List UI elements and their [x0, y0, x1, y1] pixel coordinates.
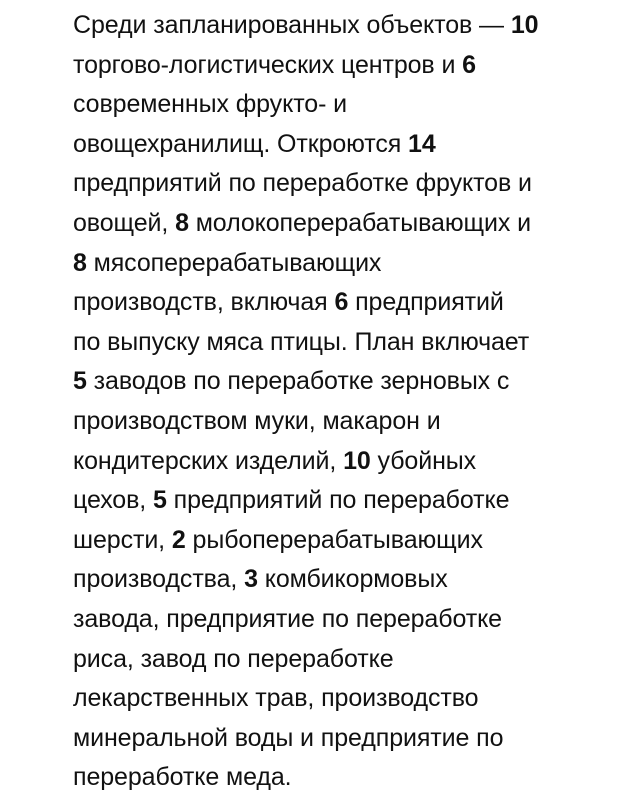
text-line — [73, 521, 614, 561]
line-text: предприятий по переработке — [166, 486, 510, 515]
line-text: производством муки, макарон и — [73, 406, 441, 435]
text-line — [73, 85, 614, 125]
line-text: современных фрукто- и — [73, 90, 348, 119]
bold-number: 10 — [510, 11, 539, 39]
line-text: лекарственных трав, производство — [73, 684, 479, 713]
line-text: по выпуску мяса птицы. План включает — [73, 327, 530, 356]
text-line — [73, 719, 614, 759]
line-text: предприятий — [348, 288, 504, 317]
text-line — [73, 560, 614, 600]
line-text: риса, завод по переработке — [73, 644, 394, 673]
bold-number: 8 — [175, 208, 189, 237]
line-text: предприятий по переработке фруктов и — [73, 169, 532, 198]
text-line — [73, 46, 614, 86]
bold-number: 6 — [462, 50, 476, 79]
line-text: цехов, — [73, 486, 153, 515]
text-line — [73, 402, 614, 442]
line-text: производства, — [73, 565, 245, 594]
text-line — [73, 758, 614, 798]
text-line — [73, 481, 614, 521]
line-text: комбикормовых — [257, 565, 448, 594]
text-line — [73, 640, 614, 680]
line-text: мясоперерабатывающих — [86, 248, 382, 277]
bold-number: 3 — [244, 565, 258, 594]
line-text: молокоперерабатывающих и — [188, 208, 531, 237]
bold-number: 14 — [408, 129, 436, 158]
bold-number: 5 — [73, 367, 87, 396]
line-text: рыбоперерабатывающих — [185, 525, 483, 554]
bold-number: 8 — [73, 248, 87, 277]
line-text: шерсти, — [73, 525, 172, 554]
line-text: переработке меда. — [73, 763, 292, 792]
line-text: минеральной воды и предприятие по — [73, 723, 504, 752]
line-text: кондитерских изделий, — [73, 446, 344, 475]
bold-number: 5 — [153, 486, 167, 515]
line-text: овощей, — [73, 208, 176, 237]
paragraph — [73, 6, 614, 798]
text-line — [73, 204, 614, 244]
text-line — [73, 679, 614, 719]
line-text: торгово-логистических центров и — [73, 50, 463, 79]
line-text: производств, включая — [73, 288, 335, 317]
text-line — [73, 125, 614, 165]
bold-number: 10 — [343, 446, 371, 475]
bold-number: 2 — [171, 525, 186, 554]
text-line — [73, 323, 614, 363]
text-line — [73, 362, 614, 402]
line-text: завода, предприятие по переработке — [73, 604, 502, 633]
line-text: овощехранилищ. Откроются — [73, 129, 409, 158]
text-line — [73, 6, 614, 46]
text-line — [73, 283, 614, 323]
text-line — [73, 600, 614, 640]
bold-number: 6 — [334, 288, 349, 317]
text-line — [73, 442, 614, 482]
text-line — [73, 164, 614, 204]
line-text: заводов по переработке зерновых с — [86, 367, 510, 396]
text-line — [73, 244, 614, 284]
line-text: Среди запланированных объектов — — [73, 11, 511, 39]
line-text: убойных — [370, 446, 477, 475]
